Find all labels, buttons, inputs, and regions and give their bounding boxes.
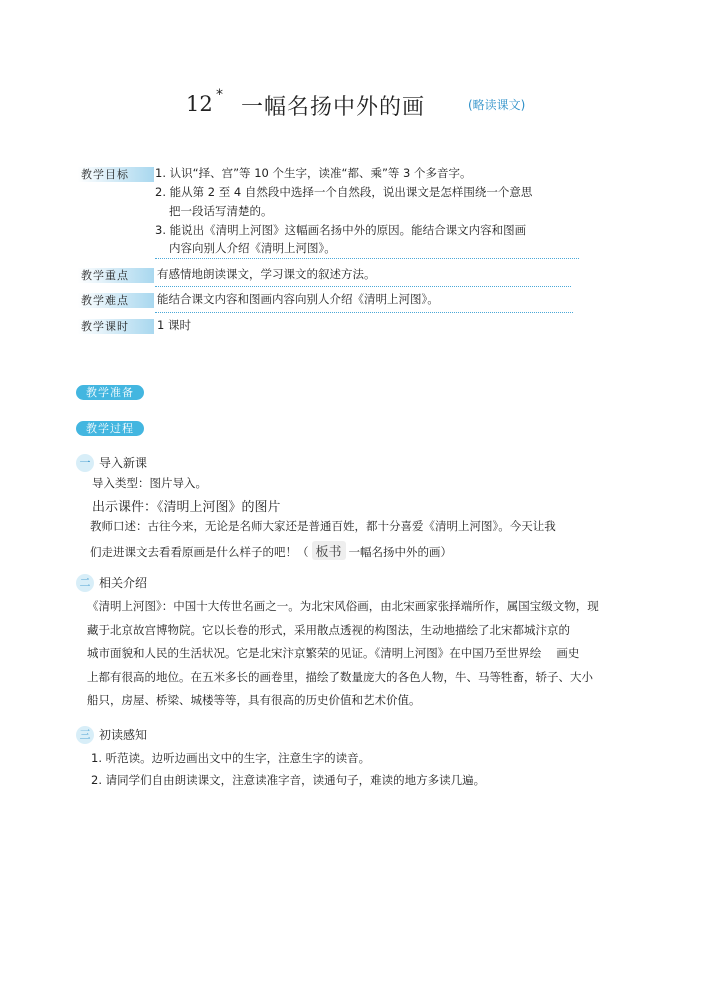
board-label: 板书 [312, 541, 346, 560]
part2-line-5: 船只，房屋、桥梁、城楼等等，具有很高的历史价值和艺术价值。 [87, 693, 421, 707]
goal-line-2: 2. 能从第 2 至 4 自然段中选择一个自然段，说出课文是怎样围绕一个意思 [155, 185, 533, 199]
difficult-text: 能结合课文内容和图画内容向别人介绍《清明上河图》。 [157, 292, 439, 306]
divider [155, 258, 579, 259]
part1-talk-line-2 [90, 541, 452, 560]
goal-line-3: 把一段话写清楚的。 [169, 204, 273, 218]
part1-talk-line-2-end: 一幅名扬中外的画） [348, 545, 453, 559]
divider [155, 286, 571, 287]
section-process: 教学过程 [76, 421, 144, 436]
lesson-star-mark: * [216, 87, 223, 103]
lesson-number: 12 [186, 92, 213, 116]
part1-show-line: 出示课件：《清明上河图》的图片 [92, 500, 281, 515]
part1-number-badge: 一 [76, 454, 94, 472]
difficult-label: 教学难点 [78, 293, 154, 308]
part3-line-1: 1. 听范读。边听边画出文中的生字，注意生字的读音。 [91, 751, 371, 765]
part2-line-3: 城市面貌和人民的生活状况。它是北宋汴京繁荣的见证。《清明上河图》在中国乃至世界绘 画史 [87, 646, 580, 660]
part2-number-badge: 二 [76, 574, 94, 592]
hours-text: 1 课时 [157, 318, 191, 332]
part2-line-2: 藏于北京故宫博物院。它以长卷的形式，采用散点透视的构图法，生动地描绘了北宋都城汴京的 [87, 623, 570, 637]
part3-line-2: 2. 请同学们自由朗读课文，注意读准字音，读通句子，难读的地方多读几遍。 [91, 773, 486, 787]
part1-type-line: 导入类型：图片导入。 [92, 476, 207, 490]
key-text: 有感情地朗读课文，学习课文的叙述方法。 [157, 267, 376, 281]
part3-number-badge: 三 [76, 726, 94, 744]
part1-talk-line-2-start: 们走进课文去看看原画是什么样子的吧！（ [90, 545, 309, 559]
lesson-type-tag: (略读课文) [468, 98, 526, 112]
hours-label: 教学课时 [78, 319, 154, 334]
section-prep: 教学准备 [76, 385, 144, 400]
goal-line-4: 3. 能说出《清明上河图》这幅画名扬中外的原因。能结合课文内容和图画 [155, 223, 527, 237]
key-label: 教学重点 [78, 268, 154, 283]
goal-line-5: 内容向别人介绍《清明上河图》。 [169, 241, 336, 255]
part2-line-1: 《清明上河图》：中国十大传世名画之一。为北宋风俗画，由北宋画家张择端所作，属国宝级文物，现 [87, 599, 599, 613]
page-title: 一幅名扬中外的画 [241, 95, 426, 120]
part2-line-4: 上都有很高的地位。在五米多长的画卷里，描绘了数量庞大的各色人物，牛、马等牲畜，轿子、大小 [87, 670, 593, 684]
part3-heading: 初读感知 [99, 728, 148, 742]
part1-talk-line-1: 教师口述：古往今来，无论是名师大家还是普通百姓，都十分喜爱《清明上河图》。今天让我 [90, 519, 556, 533]
part1-heading: 导入新课 [99, 456, 148, 470]
goal-line-1: 1. 认识“择、宫”等 10 个生字，读准“都、乘”等 3 个多音字。 [155, 166, 472, 180]
divider [155, 312, 573, 313]
goals-label: 教学目标 [78, 167, 154, 182]
part2-heading: 相关介绍 [99, 576, 148, 590]
